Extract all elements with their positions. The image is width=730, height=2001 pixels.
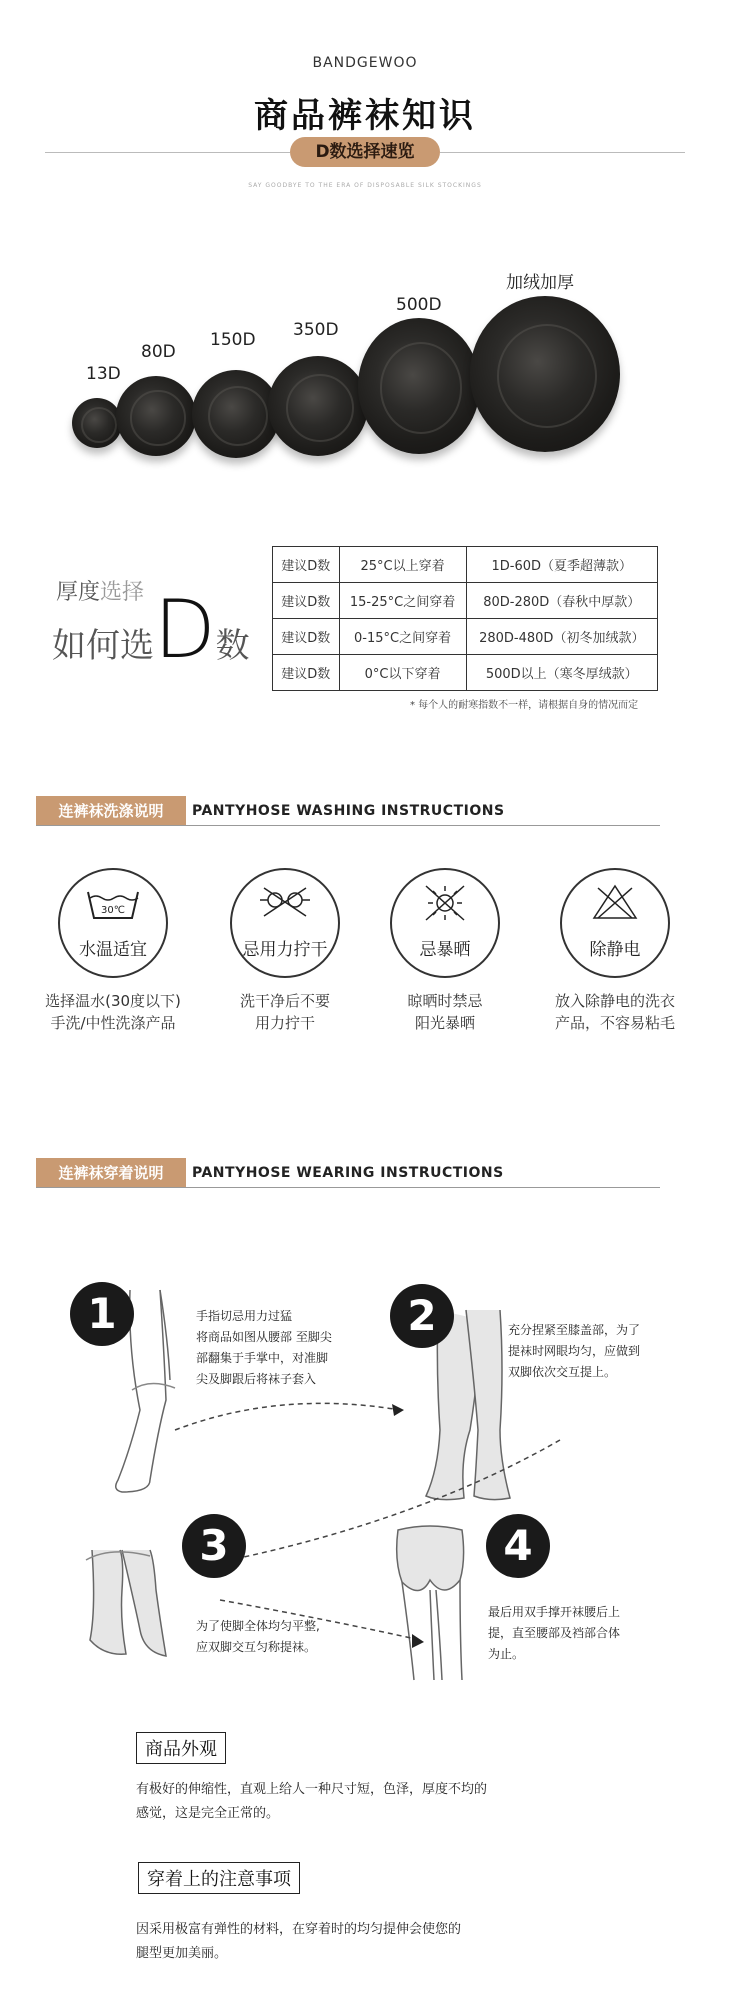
table-cell: 建议D数 bbox=[273, 547, 340, 583]
table-row bbox=[273, 547, 658, 583]
desc-line: 用力拧干 bbox=[254, 1014, 315, 1032]
table-row bbox=[273, 583, 658, 619]
washing-desc bbox=[530, 990, 700, 1034]
roll-label-80d: 80D bbox=[141, 342, 176, 362]
step-text-2 bbox=[508, 1320, 640, 1383]
table-row bbox=[273, 619, 658, 655]
desc-line: 晾晒时禁忌 bbox=[407, 992, 483, 1010]
step-text-4 bbox=[488, 1602, 620, 1665]
appearance-text bbox=[136, 1778, 696, 1826]
para-line: 腿型更加美丽。 bbox=[136, 1946, 228, 1961]
desc-line: 选择温水(30度以下) bbox=[45, 992, 181, 1010]
notice-title: 穿着上的注意事项 bbox=[138, 1862, 300, 1894]
wash-temp-text: 30℃ bbox=[101, 905, 125, 916]
roll-label-150d: 150D bbox=[210, 330, 256, 350]
step-line: 双脚依次交互提上。 bbox=[508, 1365, 617, 1379]
table-cell: 建议D数 bbox=[273, 655, 340, 691]
step-line: 手指切忌用力过猛 bbox=[196, 1309, 293, 1323]
thickness-note: * 每个人的耐寒指数不一样，请根据自身的情况而定 bbox=[410, 700, 639, 711]
step-line: 应双脚交互匀称提袜。 bbox=[196, 1640, 317, 1654]
table-cell: 15-25°C之间穿着 bbox=[339, 583, 466, 619]
title-divider-right bbox=[440, 152, 685, 153]
para-line: 因采用极富有弹性的材料，在穿着时的均匀提伸会使您的 bbox=[136, 1922, 462, 1937]
roll-label-fleece: 加绒加厚 bbox=[506, 273, 574, 293]
washing-item-antistatic bbox=[560, 868, 670, 978]
thickness-label: 厚度选择 bbox=[56, 580, 145, 605]
step-number-3: 3 bbox=[182, 1514, 246, 1578]
table-cell: 280D-480D（初冬加绒款） bbox=[466, 619, 657, 655]
how-to-choose-d-label: 如何选D数 bbox=[52, 583, 250, 676]
roll-80d bbox=[116, 376, 196, 456]
roll-350d bbox=[268, 356, 368, 456]
roll-13d bbox=[72, 398, 122, 448]
roll-label-500d: 500D bbox=[396, 295, 442, 315]
washing-title: PANTYHOSE WASHING INSTRUCTIONS bbox=[192, 803, 505, 819]
washing-divider bbox=[36, 825, 660, 826]
roll-150d bbox=[192, 370, 280, 458]
roll-label-13d: 13D bbox=[86, 364, 121, 384]
table-cell: 0°C以下穿着 bbox=[339, 655, 466, 691]
d-selection-pill: D数选择速览 bbox=[290, 137, 440, 167]
washing-desc bbox=[200, 990, 370, 1034]
step-line: 提，直至腰部及裆部合体 bbox=[488, 1626, 621, 1640]
washing-label: 忌暴晒 bbox=[419, 940, 471, 960]
step-line: 最后用双手撑开袜腰后上 bbox=[488, 1605, 621, 1619]
washing-desc bbox=[20, 990, 206, 1034]
table-cell: 25°C以上穿着 bbox=[339, 547, 466, 583]
step-line: 尖及脚跟后将袜子套入 bbox=[196, 1372, 317, 1386]
para-line: 感觉，这是完全正常的。 bbox=[136, 1806, 280, 1821]
d-recommendation-table bbox=[272, 546, 658, 691]
step-line: 为止。 bbox=[488, 1647, 525, 1661]
roll-fleece bbox=[470, 296, 620, 452]
step-number-1: 1 bbox=[70, 1282, 134, 1346]
para-line: 有极好的伸缩性，直观上给人一种尺寸短，色泽，厚度不均的 bbox=[136, 1782, 488, 1797]
washing-tag: 连裤袜洗涤说明 bbox=[36, 796, 186, 826]
table-row bbox=[273, 655, 658, 691]
wearing-tag: 连裤袜穿着说明 bbox=[36, 1158, 186, 1188]
no-bleach-icon bbox=[562, 870, 668, 976]
table-cell: 建议D数 bbox=[273, 619, 340, 655]
table-cell: 1D-60D（夏季超薄款） bbox=[466, 547, 657, 583]
desc-line: 阳光暴晒 bbox=[414, 1014, 475, 1032]
wash-tub-icon bbox=[60, 870, 166, 976]
step-line: 将商品如图从腰部 至脚尖 bbox=[196, 1330, 332, 1344]
step-line: 部翻集于手掌中，对准脚 bbox=[196, 1351, 329, 1365]
notice-text bbox=[136, 1918, 696, 1966]
roll-500d bbox=[358, 318, 480, 454]
table-cell: 建议D数 bbox=[273, 583, 340, 619]
wearing-title: PANTYHOSE WEARING INSTRUCTIONS bbox=[192, 1165, 504, 1181]
washing-item-water-temp bbox=[58, 868, 168, 978]
step-number-2: 2 bbox=[390, 1284, 454, 1348]
step-number-4: 4 bbox=[486, 1514, 550, 1578]
no-sun-icon bbox=[392, 870, 498, 976]
washing-label: 除静电 bbox=[589, 940, 641, 960]
title-divider-left bbox=[45, 152, 290, 153]
step-line: 为了使脚全体均匀平整, bbox=[196, 1619, 320, 1633]
no-wring-icon bbox=[232, 870, 338, 976]
washing-desc bbox=[360, 990, 530, 1034]
wearing-divider bbox=[36, 1187, 660, 1188]
step-text-1 bbox=[196, 1306, 332, 1390]
desc-line: 手洗/中性洗涤产品 bbox=[50, 1014, 176, 1032]
step-line: 提袜时网眼均匀，应做到 bbox=[508, 1344, 641, 1358]
brand-name: BANDGEWOO bbox=[312, 55, 418, 71]
appearance-title: 商品外观 bbox=[136, 1732, 226, 1764]
tagline: SAY GOODBYE TO THE ERA OF DISPOSABLE SILK STOCKINGS bbox=[248, 182, 482, 189]
table-cell: 500D以上（寒冬厚绒款） bbox=[466, 655, 657, 691]
desc-line: 产品，不容易粘毛 bbox=[554, 1014, 675, 1032]
washing-item-no-sun bbox=[390, 868, 500, 978]
washing-label: 忌用力拧干 bbox=[242, 940, 328, 960]
washing-label: 水温适宜 bbox=[79, 940, 147, 960]
desc-line: 放入除静电的洗衣 bbox=[554, 992, 675, 1010]
page-title: 商品裤袜知识 bbox=[254, 96, 476, 136]
roll-label-350d: 350D bbox=[293, 320, 339, 340]
table-cell: 80D-280D（春秋中厚款） bbox=[466, 583, 657, 619]
table-cell: 0-15°C之间穿着 bbox=[339, 619, 466, 655]
washing-item-no-wring bbox=[230, 868, 340, 978]
desc-line: 洗干净后不要 bbox=[239, 992, 330, 1010]
step-line: 充分捏紧至膝盖部，为了 bbox=[508, 1323, 641, 1337]
step-text-3 bbox=[196, 1616, 320, 1658]
